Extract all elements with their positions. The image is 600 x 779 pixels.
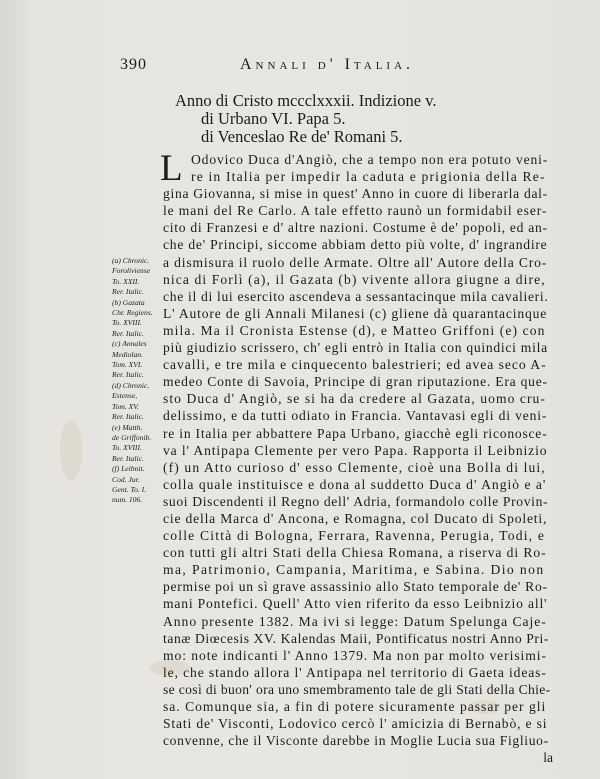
marginal-note-line: (c) Annales [112, 339, 147, 349]
marginal-note-line: Rer. Italic. [112, 412, 144, 422]
heading-line-king: di Venceslao Re de' Romani 5. [201, 127, 403, 146]
marginal-note-line: Tom. XV. [112, 401, 139, 411]
marginal-note-line: Rer. Italic. [112, 287, 144, 297]
text-line: se così di buon' ora uno smembramento tale de gli Stati della Chie- [163, 681, 551, 697]
text-line: Odovico Duca d'Angiò, che a tempo non era potuto veni- [191, 152, 549, 167]
text-line: sa. Comunque sia, a fin di potere sicuramente passar per gli [163, 699, 547, 714]
text-line: nica di Forlì (a), il Gazata (b) vivente allora giugne a dire, [163, 271, 546, 287]
marginal-note-line: (e) Matth. [112, 422, 143, 432]
text-line: (f) un Atto curioso d' esso Clemente, cioè una Bolla di lui, [163, 459, 546, 475]
paper-stain [60, 420, 82, 480]
marginal-note-line: Tom. XVI. [112, 360, 143, 370]
text-line: re in Italia per abbattere Papa Urbano, giacchè egli riconosce- [163, 425, 548, 441]
marginal-note-line: Rer. Italic. [112, 453, 144, 463]
text-line: Stati de' Visconti, Lodovico cercò l' amicizia di Bernabò, e si [163, 716, 548, 732]
marginal-note-line: (b) Gazata [112, 297, 145, 307]
marginal-note-line: (a) Chronic. [112, 256, 150, 265]
text-line: cavalli, e tre mila e cinquecento balestrieri; ed avea seco A- [163, 357, 547, 373]
text-line: cie della Marca d' Ancona, e Romagna, col Ducato di Spoleti, [163, 510, 548, 526]
text-line: tanæ Diœcesis XV. Kalendas Maii, Pontificatus nostri Anno Pri- [163, 630, 549, 646]
text-line: re in Italia per impedir la caduta e prigionia della Re- [191, 169, 546, 185]
marginal-note-line: Chr. Regiens. [112, 308, 153, 318]
text-line: permise poi un sì grave assassinio allo Stato temporale de' Ro- [163, 579, 548, 595]
marginal-notes [112, 256, 162, 506]
page-header [120, 56, 480, 76]
text-line: colle Città di Bologna, Ferrara, Ravenna, Perugia, Todi, e [163, 528, 546, 544]
marginal-note-line: To. XVIII. [112, 318, 142, 328]
marginal-note-line: To. XXII. [112, 276, 140, 286]
marginal-note-line: Foroliviense [112, 266, 151, 276]
marginal-note-line: Estense, [112, 391, 138, 401]
text-line: che de' Principi, siccome abbiam detto più volte, d' ingrandire [163, 237, 548, 253]
text-line: L' Autore de gli Annali Milanesi (c) gliene dà quarantacinque [163, 305, 548, 321]
text-line: che il di lui esercito ascendeva a sessantacinque mila cavalieri. [163, 288, 549, 304]
text-line: gina Giovanna, si mise in quest' Anno in cuore di liberarla dal- [163, 186, 548, 202]
text-line: le, che stando allora l' Antipapa nel territorio di Gaeta ideas- [163, 664, 547, 680]
text-line: con tutti gli altri Stati della Chiesa Romana, a riserva di Ro- [163, 545, 547, 561]
marginal-note-line: Rer. Italic. [112, 328, 144, 338]
marginal-note-line: de Griffonib. [112, 432, 152, 442]
marginal-note-line: Rer. Italic. [112, 370, 144, 380]
text-line: mila. Ma il Cronista Estense (d), e Matteo Griffoni (e) con [163, 322, 546, 338]
heading-line-pope: di Urbano VI. Papa 5. [201, 109, 346, 128]
text-line: mani Pontefici. Quell' Atto vien riferito da esso Leibnizio all' [163, 596, 548, 612]
marginal-note-line: (d) Chronic. [112, 380, 150, 390]
page-number: 390 [120, 56, 147, 73]
text-line: mo: note indicanti l' Anno 1379. Ma non par molto verisimi- [163, 647, 547, 663]
marginal-note-line: (f) Leibnit. [112, 464, 145, 474]
text-line: ma, Patrimonio, Campania, Maritima, e Sabina. Dio non [163, 562, 545, 578]
text-line: va l' Antipapa Clemente per vero Papa. Rapporta il Leibnizio [163, 442, 548, 458]
year-heading [175, 92, 555, 146]
marginal-note-line: To. XVIII. [112, 443, 142, 453]
text-line: più giudizio scrissero, ch' egli entrò in Italia con quindici mila [163, 340, 548, 356]
drop-cap: L [160, 148, 183, 189]
marginal-note-line: Cod. Jur. [112, 474, 140, 484]
text-line: a dismisura il ruolo delle Armate. Oltre all' Autore della Cro- [163, 254, 548, 270]
text-line: sto Duca d' Angiò, se si ha da credere al Gazata, uomo cru- [163, 391, 546, 407]
text-line: convenne, che il Visconte darebbe in Moglie Lucia sua Figliuo- [163, 733, 549, 749]
text-line: suoi Discendenti il Regno dell' Adria, formandolo colle Provin- [163, 493, 549, 509]
marginal-note-line: Gent. To. I. [112, 484, 147, 494]
text-line: Anno presente 1382. Ma ivi si legge: Datum Spelunga Caje- [163, 613, 547, 629]
text-line: le mani del Re Carlo. A tale effetto raunò un formidabil eser- [163, 203, 548, 219]
marginal-note-line: num. 106. [112, 495, 143, 505]
text-line: cito di Franzesi e d' altre nazioni. Costume è de' popoli, ed an- [163, 220, 548, 236]
text-line: medeo Conte di Savoia, Principe di gran riputazione. Era que- [163, 374, 548, 390]
body-text [160, 148, 553, 766]
text-line: la [543, 750, 553, 766]
marginal-note-line: Mediolan. [112, 349, 144, 359]
running-head: Annali d' Italia. [240, 56, 415, 73]
text-line: delissimo, e da tutti odiato in Francia. Vantavasi egli di veni- [163, 408, 548, 424]
text-line: colla quale instituisce e dona al suddetto Duca d' Angiò e a' [163, 476, 547, 492]
heading-line-year: Anno di Cristo mccclxxxii. Indizione v. [175, 91, 437, 110]
